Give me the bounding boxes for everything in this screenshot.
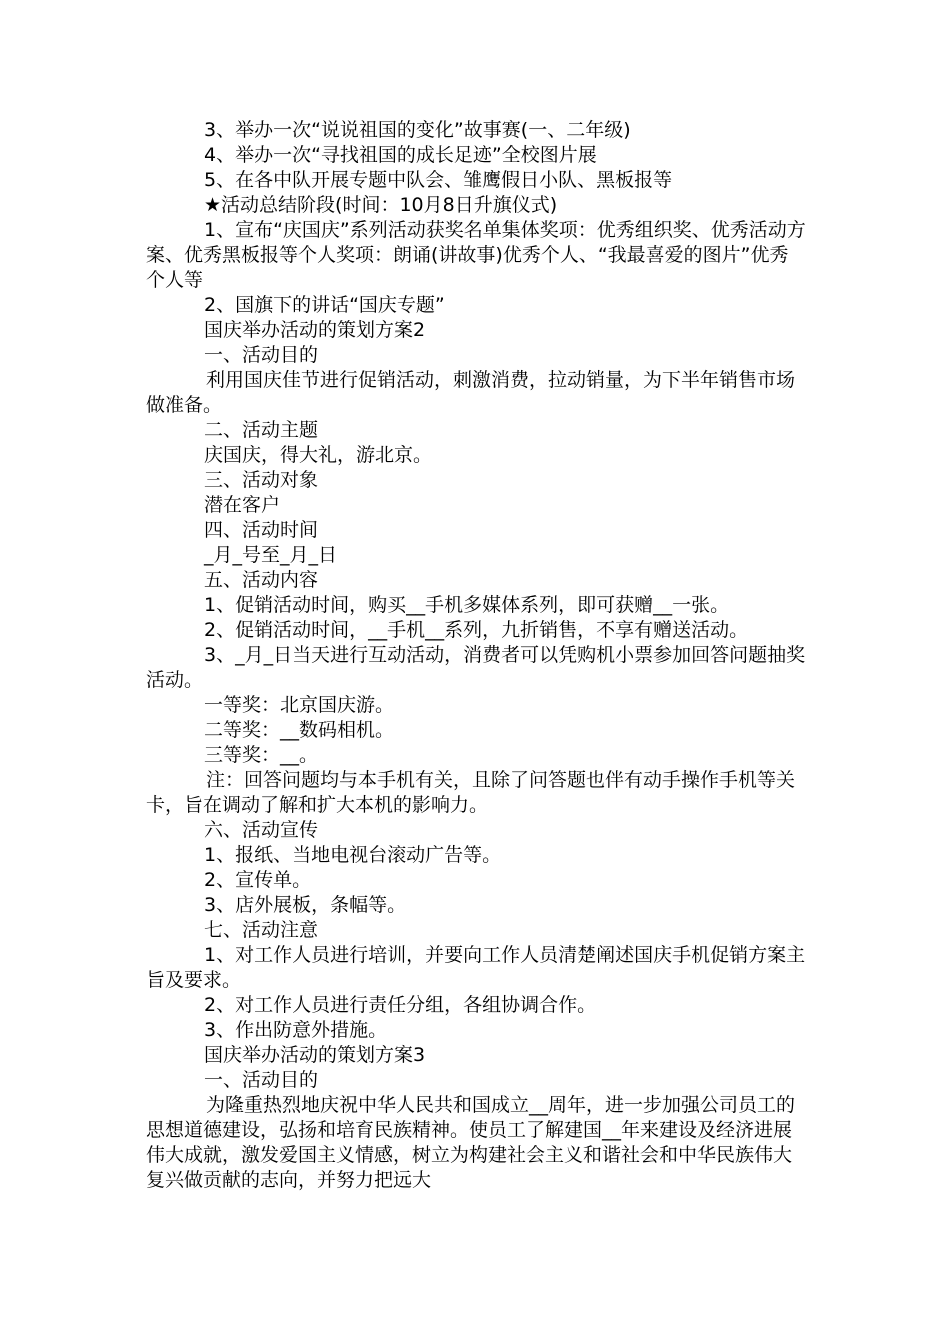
paragraph: 2、宣传单。	[204, 869, 312, 891]
prize-item: 二等奖：__数码相机。	[204, 719, 395, 741]
note-paragraph: 注：回答问题均与本手机有关，且除了问答题也伴有动手操作手机等关卡，旨在调动了解和扩大本机的影响力。	[146, 769, 796, 816]
paragraph: 5、在各中队开展专题中队会、雏鹰假日小队、黑板报等	[204, 169, 673, 191]
paragraph: 1、报纸、当地电视台滚动广告等。	[204, 844, 502, 866]
paragraph: 4、举办一次“寻找祖国的成长足迹”全校图片展	[204, 144, 597, 166]
paragraph: 2、国旗下的讲话“国庆专题”	[204, 294, 445, 316]
paragraph: 潜在客户	[204, 494, 281, 516]
section-heading: 一、活动目的	[204, 344, 319, 366]
paragraph: 利用国庆佳节进行促销活动，刺激消费，拉动销量，为下半年销售市场做准备。	[146, 369, 796, 416]
plan-title: 国庆举办活动的策划方案3	[204, 1044, 426, 1066]
paragraph: 1、促销活动时间，购买__手机多媒体系列，即可获赠__一张。	[204, 594, 730, 616]
paragraph: 2、对工作人员进行责任分组，各组协调合作。	[204, 994, 597, 1016]
plan-title: 国庆举办活动的策划方案2	[204, 319, 426, 341]
section-heading: 三、活动对象	[204, 469, 319, 491]
paragraph: 1、对工作人员进行培训，并要向工作人员清楚阐述国庆手机促销方案主旨及要求。	[146, 944, 806, 991]
section-heading: ★活动总结阶段(时间：10月8日升旗仪式)	[204, 194, 558, 216]
section-heading: 四、活动时间	[204, 519, 319, 541]
section-heading: 一、活动目的	[204, 1069, 319, 1091]
document-body	[146, 118, 806, 1193]
paragraph: 为隆重热烈地庆祝中华人民共和国成立__周年，进一步加强公司员工的思想道德建设，弘扬和培育民族精神。使员工了解建国__年来建设及经济进展伟大成就，激发爱国主义情感，树立为构建社会主义和谐社会和中华民族伟大复兴做贡献的志向，并努力把远大	[146, 1094, 796, 1191]
paragraph: 1、宣布“庆国庆”系列活动获奖名单集体奖项：优秀组织奖、优秀活动方案、优秀黑板报等个人奖项：朗诵(讲故事)优秀个人、“我最喜爱的图片”优秀个人等	[146, 219, 806, 291]
paragraph: 3、店外展板，条幅等。	[204, 894, 407, 916]
prize-item: 三等奖：__。	[204, 744, 319, 766]
paragraph: 3、_月_日当天进行互动活动，消费者可以凭购机小票参加回答问题抽奖活动。	[146, 644, 806, 691]
section-heading: 七、活动注意	[204, 919, 319, 941]
paragraph: _月_号至_月_日	[204, 544, 338, 566]
paragraph: 3、举办一次“说说祖国的变化”故事赛(一、二年级)	[204, 119, 631, 141]
section-heading: 五、活动内容	[204, 569, 319, 591]
paragraph: 3、作出防意外措施。	[204, 1019, 388, 1041]
paragraph: 庆国庆，得大礼，游北京。	[204, 444, 433, 466]
section-heading: 二、活动主题	[204, 419, 319, 441]
section-heading: 六、活动宣传	[204, 819, 319, 841]
paragraph: 2、促销活动时间，__手机__系列，九折销售，不享有赠送活动。	[204, 619, 749, 641]
prize-item: 一等奖：北京国庆游。	[204, 694, 395, 716]
